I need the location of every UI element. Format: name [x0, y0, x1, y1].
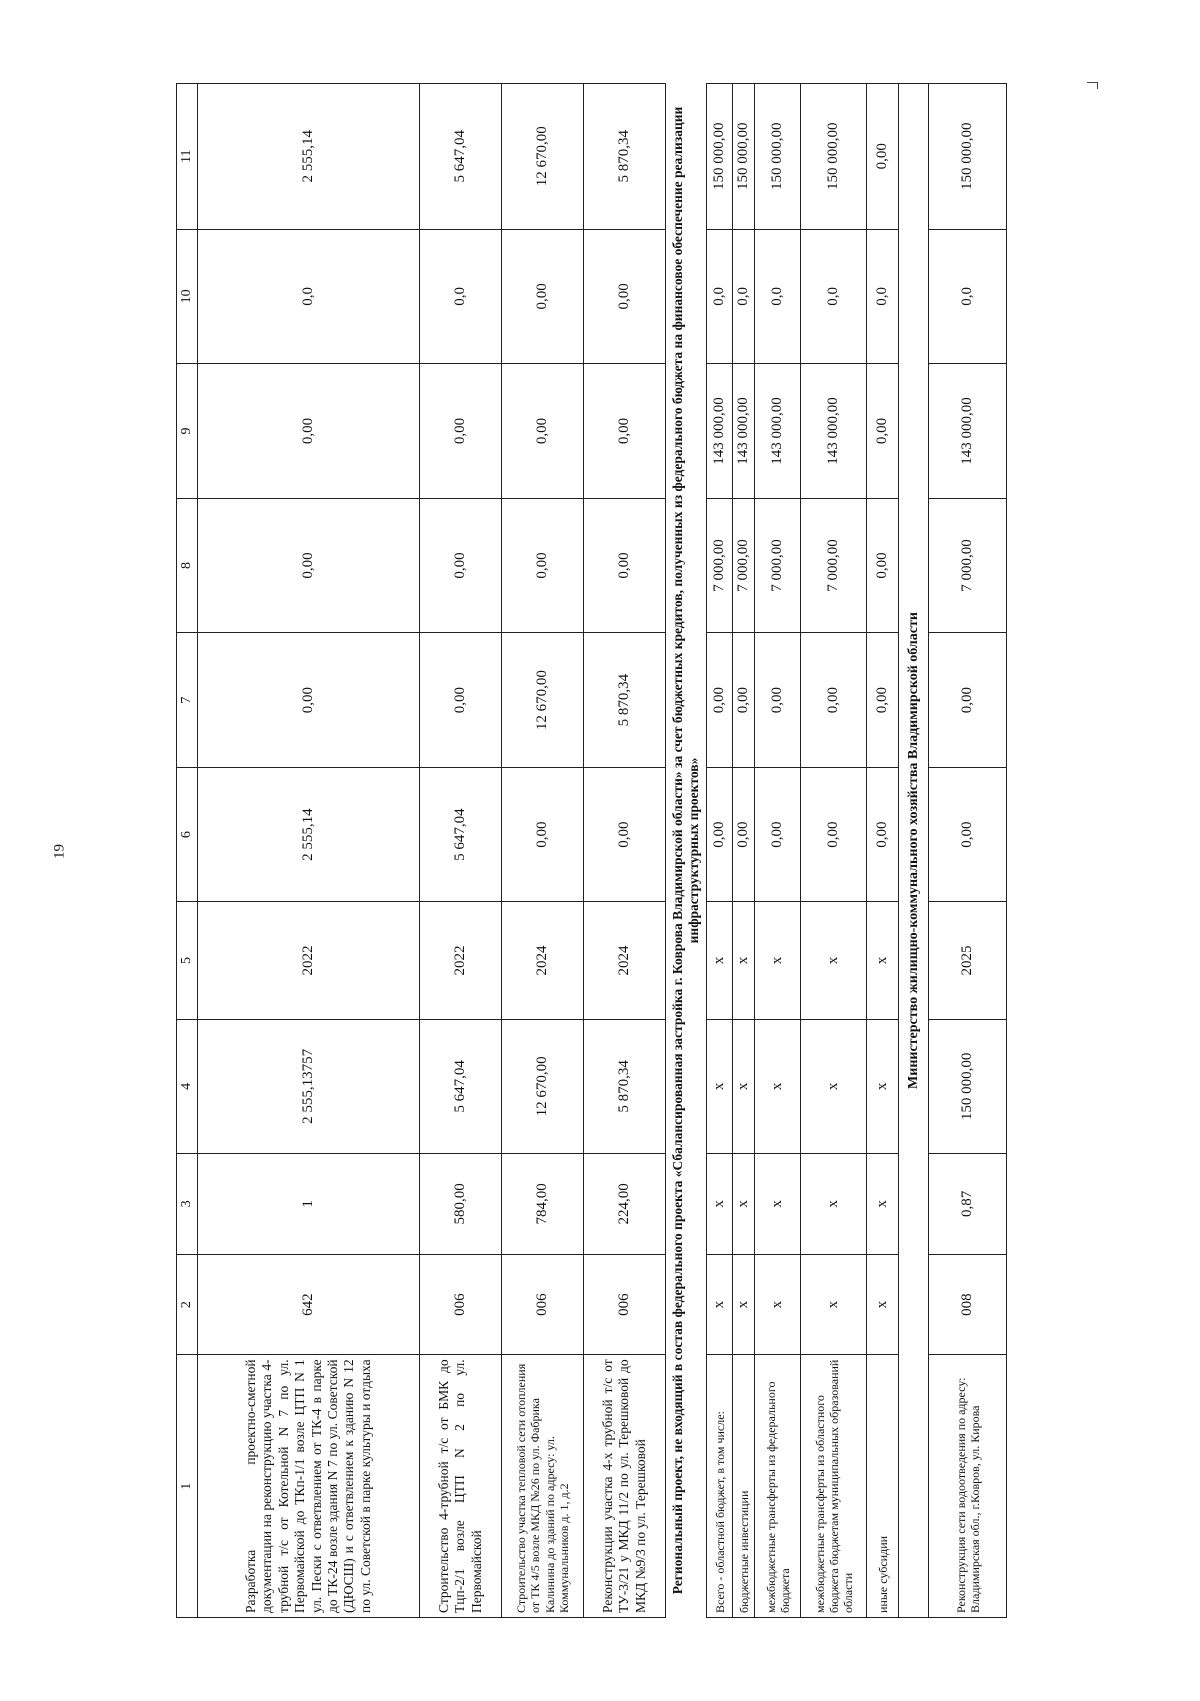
table-cell: х [733, 902, 755, 1019]
table-cell: 0,00 [584, 767, 666, 902]
table-cell: 580,00 [420, 1154, 502, 1255]
table-cell: 006 [420, 1254, 502, 1355]
table-cell: 2025 [929, 902, 1007, 1019]
table-cell: 5 647,04 [420, 1019, 502, 1154]
project-name: Разработка проектно-сметной документации на реконструкцию участка 4-трубной т/с от Котельной N 7 по ул. Первомайской до ТКп-1/1 возле ЦТП N 1 ул. Пески с ответвлением от ТК-4 в парке до ТК-24 возле здания N 7 по ул. Советской (ДЮСШ) и с ответвлением к зданию N 12 по ул. Советской в парке культуры и отдыха [198, 1355, 420, 1618]
table-cell: 0,00 [420, 364, 502, 499]
table-cell: 5 870,34 [584, 633, 666, 768]
table-cell: 642 [198, 1254, 420, 1355]
table-cell: 7 000,00 [801, 498, 867, 633]
table-cell: х [733, 1254, 755, 1355]
table-cell: 12 670,00 [502, 633, 584, 768]
table-cell: 2022 [198, 902, 420, 1019]
table-cell: х [801, 1154, 867, 1255]
table-cell: 7 000,00 [755, 498, 801, 633]
table-cell: 0,00 [584, 364, 666, 499]
table-cell: 0,0 [755, 229, 801, 364]
table-cell: х [801, 1254, 867, 1355]
table-cell: 5 870,34 [584, 1019, 666, 1154]
table-cell: 0,00 [198, 633, 420, 768]
table-cell: 2 555,13757 [198, 1019, 420, 1154]
table-cell: 5 647,04 [420, 767, 502, 902]
table-cell: 0,00 [929, 633, 1007, 768]
table-cell: 143 000,00 [801, 364, 867, 499]
header-row [177, 84, 198, 1618]
table-cell: 0,00 [733, 767, 755, 902]
project-name: Реконструкция сети водоотведения по адресу: Владимирская обл., г.Ковров, ул. Кирова [929, 1355, 1007, 1618]
corner-mark [1087, 82, 1098, 89]
table-cell: 150 000,00 [929, 84, 1007, 230]
table-cell: х [867, 1154, 899, 1255]
table-cell: 0,00 [755, 633, 801, 768]
table-cell: 0,00 [801, 633, 867, 768]
budget-table [176, 83, 1007, 1618]
budget-row-name: Всего - областной бюджет, в том числе: [707, 1355, 733, 1618]
table-cell: 0,00 [867, 767, 899, 902]
budget-row-name: межбюджетные трансферты из областного бюджета бюджетам муниципальных образований области [801, 1355, 867, 1618]
table-cell: 7 000,00 [733, 498, 755, 633]
table-cell: 2024 [502, 902, 584, 1019]
table-cell: 0,00 [420, 498, 502, 633]
table-cell: 5 647,04 [420, 84, 502, 230]
table-cell: 0,0 [733, 229, 755, 364]
table-cell: 7 000,00 [929, 498, 1007, 633]
table-cell: х [867, 1019, 899, 1154]
table-cell: 0,0 [707, 229, 733, 364]
table-row [584, 84, 666, 1618]
table-cell: 784,00 [502, 1154, 584, 1255]
table-cell: х [707, 1254, 733, 1355]
table-cell: 0,0 [420, 229, 502, 364]
table-cell: 0,00 [198, 364, 420, 499]
table-cell: 0,00 [867, 498, 899, 633]
table-cell: 0,87 [929, 1154, 1007, 1255]
table-row [801, 84, 867, 1618]
table-cell: 0,00 [867, 84, 899, 230]
table-cell: 150 000,00 [707, 84, 733, 230]
header-cell: 3 [177, 1154, 198, 1255]
table-cell: 0,00 [420, 633, 502, 768]
table-cell: х [801, 1019, 867, 1154]
table-cell: 0,00 [801, 767, 867, 902]
table-cell: 143 000,00 [707, 364, 733, 499]
table-row [707, 84, 733, 1618]
table-cell: х [867, 1254, 899, 1355]
page-number: 19 [51, 844, 68, 859]
header-cell: 9 [177, 364, 198, 499]
rotated-table-wrapper [176, 83, 1086, 1618]
table-cell: 5 870,34 [584, 84, 666, 230]
table-cell: 0,00 [733, 633, 755, 768]
project-name: Реконструкции участка 4-х трубной т/с от ТУ-3/21 у МКД 11/2 по ул. Терешковой до МКД №9/3 по ул. Терешковой [584, 1355, 666, 1618]
project-name: Строительство 4-трубной т/с от БМК до Тцп-2/1 возле ЦТП N 2 по ул. Первомайской [420, 1355, 502, 1618]
header-cell: 5 [177, 902, 198, 1019]
table-cell: 2024 [584, 902, 666, 1019]
project-name: Строительство участка тепловой сети отопления от ТК 4/5 возле МКД №26 по ул. Фабрика Калинина до зданий по адресу: ул. Коммунальников д. 1, д.2 [502, 1355, 584, 1618]
header-cell: 6 [177, 767, 198, 902]
ministry-row [899, 84, 929, 1618]
table-row [733, 84, 755, 1618]
header-cell: 4 [177, 1019, 198, 1154]
table-cell: 0,00 [755, 767, 801, 902]
header-cell: 11 [177, 84, 198, 230]
table-cell: 143 000,00 [755, 364, 801, 499]
table-cell: 0,00 [502, 229, 584, 364]
header-cell: 7 [177, 633, 198, 768]
table-cell: 0,00 [584, 229, 666, 364]
table-cell: 006 [502, 1254, 584, 1355]
table-row [867, 84, 899, 1618]
table-cell: 0,00 [502, 498, 584, 633]
table-cell: 150 000,00 [755, 84, 801, 230]
table-cell: 0,00 [584, 498, 666, 633]
table-cell: 008 [929, 1254, 1007, 1355]
table-cell: х [707, 1019, 733, 1154]
table-cell: х [755, 902, 801, 1019]
table-cell: 0,00 [502, 767, 584, 902]
table-row [929, 84, 1007, 1618]
budget-row-name: межбюджетные трансферты из федерального бюджета [755, 1355, 801, 1618]
table-cell: х [733, 1019, 755, 1154]
table-cell: 0,0 [867, 229, 899, 364]
table-cell: 0,00 [867, 364, 899, 499]
table-cell: 0,00 [867, 633, 899, 768]
table-cell: 12 670,00 [502, 1019, 584, 1154]
table-cell: 0,0 [929, 229, 1007, 364]
table-cell: 2022 [420, 902, 502, 1019]
table-cell: х [801, 902, 867, 1019]
table-row [755, 84, 801, 1618]
section-title: Региональный проект, не входящий в состав федерального проекта «Сбалансированная застройка г. Коврова Владимирской области» за счет бюджетных кредитов, полученных из федерального бюджета на финансовое обеспечение реализации инфраструктурных проектов» [666, 84, 707, 1618]
header-cell: 2 [177, 1254, 198, 1355]
table-cell: 150 000,00 [801, 84, 867, 230]
table-cell: х [755, 1019, 801, 1154]
table-cell: 143 000,00 [929, 364, 1007, 499]
table-row [502, 84, 584, 1618]
table-cell: 0,0 [198, 229, 420, 364]
table-cell: х [867, 902, 899, 1019]
table-row [198, 84, 420, 1618]
ministry-title: Министерство жилищно-коммунального хозяйства Владимирской области [899, 84, 929, 1618]
header-cell: 1 [177, 1355, 198, 1618]
table-cell: 0,00 [502, 364, 584, 499]
table-cell: х [707, 902, 733, 1019]
table-cell: 224,00 [584, 1154, 666, 1255]
table-cell: 0,0 [801, 229, 867, 364]
budget-row-name: иные субсидии [867, 1355, 899, 1618]
table-cell: 0,00 [198, 498, 420, 633]
table-cell: 0,00 [929, 767, 1007, 902]
table-cell: х [733, 1154, 755, 1255]
table-cell: х [755, 1154, 801, 1255]
table-cell: 2 555,14 [198, 84, 420, 230]
table-cell: х [707, 1154, 733, 1255]
table-cell: 0,00 [707, 767, 733, 902]
table-cell: 150 000,00 [733, 84, 755, 230]
table-cell: 143 000,00 [733, 364, 755, 499]
table-cell: 7 000,00 [707, 498, 733, 633]
table-row [420, 84, 502, 1618]
table-cell: 2 555,14 [198, 767, 420, 902]
table-cell: 006 [584, 1254, 666, 1355]
table-cell: 12 670,00 [502, 84, 584, 230]
table-cell: 1 [198, 1154, 420, 1255]
header-cell: 8 [177, 498, 198, 633]
table-cell: 0,00 [707, 633, 733, 768]
table-cell: х [755, 1254, 801, 1355]
table-cell: 150 000,00 [929, 1019, 1007, 1154]
section-row [666, 84, 707, 1618]
header-cell: 10 [177, 229, 198, 364]
budget-row-name: бюджетные инвестиции [733, 1355, 755, 1618]
